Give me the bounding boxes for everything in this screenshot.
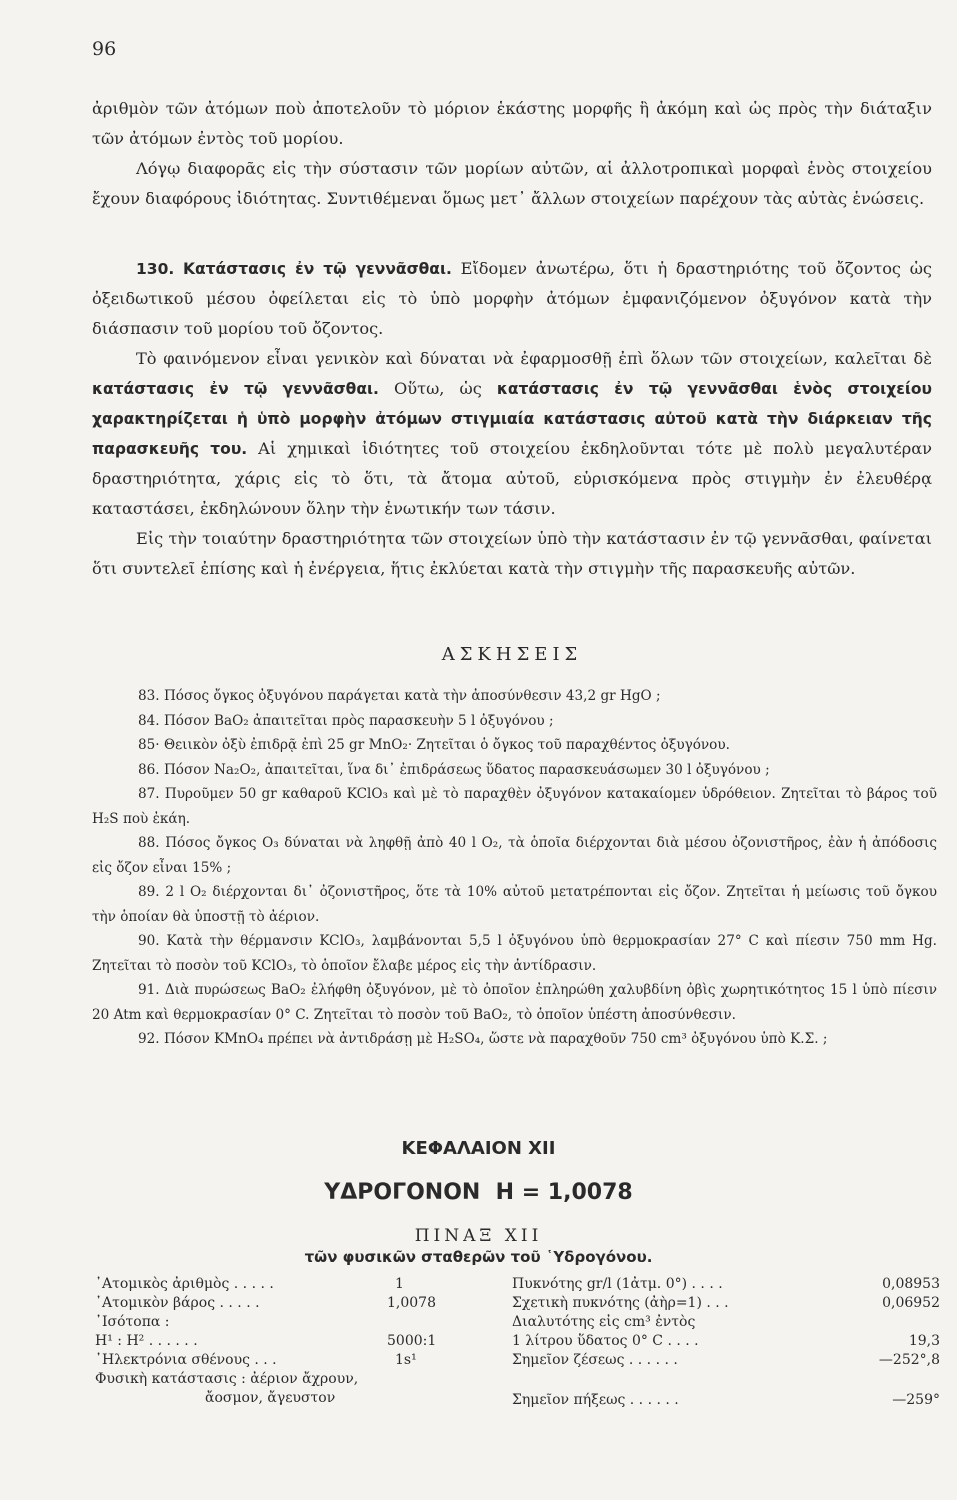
table-right-label: Σημεῖον πήξεως . . . . . . bbox=[512, 1392, 679, 1408]
table-left-value: 1 bbox=[395, 1276, 404, 1292]
exercises-heading: ΑΣΚΗΣΕΙΣ bbox=[441, 644, 583, 665]
table-left-value: 1s¹ bbox=[395, 1352, 417, 1368]
table-left-label: H¹ : H² . . . . . . bbox=[95, 1333, 198, 1349]
table-caption: τῶν φυσικῶν σταθερῶν τοῦ ῾Υδρογόνου. bbox=[304, 1248, 653, 1266]
exercise-item: 86. Πόσον Na₂O₂, ἀπαιτεῖται, ἵνα δι᾿ ἐπιδράσεως ὕδατος παρασκευάσωμεν 30 l ὀξυγόνου ; bbox=[138, 761, 770, 778]
exercise-item: 85· Θειικὸν ὀξὺ ἐπιδρᾷ ἐπὶ 25 gr MnO₂· Ζητεῖται ὁ ὄγκος τοῦ παραχθέντος ὀξυγόνου. bbox=[138, 737, 730, 753]
exercise-item: 83. Πόσος ὄγκος ὀξυγόνου παράγεται κατὰ τὴν ἀποσύνθεσιν 43,2 gr HgO ; bbox=[138, 688, 661, 704]
table-left-value: 1,0078 bbox=[387, 1295, 436, 1311]
exercise-item: 90. Κατὰ τὴν θέρμανσιν KClO₃, λαμβάνονται 5,5 l ὀξυγόνου ὑπὸ θερμοκρασίαν 27° C καὶ πίεσιν 750 mm Hg. Ζητεῖται τὸ ποσὸν τοῦ KClO₃, τὸ ὁποῖον ἔλαβε μέρος εἰς τὴν ἀντίδρασιν. bbox=[92, 933, 937, 974]
table-right-value: —252°,8 bbox=[878, 1352, 940, 1368]
intro-text bbox=[92, 94, 932, 214]
table-right-label: Σχετικὴ πυκνότης (ἀὴρ=1) . . . bbox=[512, 1295, 729, 1311]
section-130-paragraph-2 bbox=[92, 344, 932, 524]
table-right-value: 19,3 bbox=[908, 1333, 940, 1349]
paragraph-2-part-a: Τὸ φαινόμενον εἶναι γενικὸν καὶ δύναται νὰ ἐφαρμοσθῇ ἐπὶ ὅλων τῶν στοιχείων, καλεῖται δὲ bbox=[136, 349, 932, 368]
paragraph-2-part-e: Αἱ χημικαὶ ἰδιότητες τοῦ στοιχείου ἐκδηλοῦνται τότε μὲ πολὺ μεγαλυτέραν δραστηριότητα, χάρις εἰς τὸ ὅτι, τὰ ἄτομα αὐτοῦ, εὑρισκόμενα πρὸς στιγμὴν ἐν ἐλευθέρᾳ καταστάσει, ἐκδηλώνουν ὅλην τὴν ἑνωτικήν των τάσιν. bbox=[92, 439, 932, 518]
exercise-item: 91. Διὰ πυρώσεως BaO₂ ἐλήφθη ὀξυγόνον, μὲ τὸ ὁποῖον ἐπληρώθη χαλυβδίνη ὀβὶς χωρητικότητος 15 l ὑπὸ πίεσιν 20 Atm καὶ θερμοκρασίαν 0° C. Ζητεῖται τὸ ποσὸν τοῦ BaO₂, τὸ ὁποῖον ὑπέστη ἀποσύνθεσιν. bbox=[92, 982, 937, 1023]
section-130-number: 130. bbox=[136, 260, 175, 278]
exercise-item: 87. Πυροῦμεν 50 gr καθαροῦ KClO₃ καὶ μὲ τὸ παραχθὲν ὀξυγόνον κατακαίομεν ὑδρόθειον. Ζητεῖται τὸ βάρος τοῦ H₂S ποὺ ἐκάη. bbox=[92, 786, 937, 827]
page-number: 96 bbox=[92, 38, 117, 60]
paragraph-2-part-c: Οὕτω, ὡς bbox=[394, 379, 482, 398]
chapter-label: ΚΕΦΑΛΑΙΟΝ XII bbox=[401, 1138, 556, 1159]
table-right-label: Σημεῖον ζέσεως . . . . . . bbox=[512, 1352, 678, 1368]
table-left-value: 5000:1 bbox=[387, 1333, 437, 1349]
exercise-item: 84. Πόσον BaO₂ ἀπαιτεῖται πρὸς παρασκευὴν 5 l ὀξυγόνου ; bbox=[138, 712, 554, 729]
table-left-column bbox=[95, 1276, 475, 1426]
table-right-value: 0,08953 bbox=[882, 1276, 940, 1292]
table-left-label: Φυσικὴ κατάστασις : ἀέριον ἄχρουν, bbox=[95, 1371, 359, 1387]
table-right-label: Διαλυτότης εἰς cm³ ἐντὸς bbox=[512, 1314, 696, 1330]
exercise-item: 89. 2 l O₂ διέρχονται δι᾿ ὀζονιστῆρος, ὅτε τὰ 10% αὐτοῦ μετατρέπονται εἰς ὄζον. Ζητεῖται ἡ μείωσις τοῦ ὄγκου τὴν ὁποίαν θὰ ὑποστῇ τὸ ἀέριον. bbox=[92, 884, 937, 925]
table-right-value: 0,06952 bbox=[882, 1295, 940, 1311]
table-label: ΠΙΝΑΞ XII bbox=[414, 1226, 543, 1246]
table-left-label: ἄοσμον, ἄγευστον bbox=[205, 1390, 336, 1406]
section-130 bbox=[92, 254, 932, 584]
table-right-label: Πυκνότης gr/l (1ἀτμ. 0°) . . . . bbox=[512, 1276, 723, 1292]
intro-paragraph-1: ἀριθμὸν τῶν ἀτόμων ποὺ ἀποτελοῦν τὸ μόριον ἑκάστης μορφῆς ἢ ἀκόμη καὶ ὡς πρὸς τὴν διάταξιν τῶν ἀτόμων ἐντὸς τοῦ μορίου. bbox=[92, 99, 932, 148]
chapter-title: ΥΔΡΟΓΟΝΟΝ H = 1,0078 bbox=[324, 1180, 633, 1205]
table-right-label: 1 λίτρου ὕδατος 0° C . . . . bbox=[512, 1333, 699, 1349]
section-130-title: Κατάστασις ἐν τῷ γεννᾶσθαι. bbox=[183, 260, 452, 278]
exercise-item: 88. Πόσος ὄγκος O₃ δύναται νὰ ληφθῇ ἀπὸ 40 l O₂, τὰ ὁποῖα διέρχονται διὰ μέσου ὀζονιστῆρος, ἐὰν ἡ ἀπόδοσις εἰς ὄζον εἶναι 15% ; bbox=[92, 835, 937, 876]
intro-paragraph-2: Λόγῳ διαφορᾶς εἰς τὴν σύστασιν τῶν μορίων αὐτῶν, αἱ ἀλλοτροπικαὶ μορφαὶ ἑνὸς στοιχείου ἔχουν διαφόρους ἰδιότητας. Συντιθέμεναι ὅμως μετ᾿ ἄλλων στοιχείων παρέχουν τὰς αὐτὰς ἑνώσεις. bbox=[92, 159, 932, 208]
paragraph-2-bold-term: κατάστασις ἐν τῷ γεννᾶσθαι. bbox=[92, 380, 379, 398]
table-left-label: ᾿Ισότοπα : bbox=[95, 1314, 170, 1330]
table-right-column bbox=[512, 1276, 940, 1426]
section-130-paragraph-1 bbox=[92, 254, 932, 344]
paragraph-2-definition: κατάστασις ἐν τῷ γεννᾶσθαι ἑνὸς στοιχείου χαρακτηρίζεται ἡ ὑπὸ μορφὴν ἀτόμων στιγμιαία κατάστασις αὐτοῦ κατὰ τὴν διάρκειαν τῆς παρασκευῆς του. bbox=[92, 380, 932, 458]
table-left-label: ᾿Ατομικὸς ἀριθμὸς . . . . . bbox=[95, 1276, 274, 1292]
section-130-text-1: Εἴδομεν ἀνωτέρω, ὅτι ἡ δραστηριότης τοῦ ὄζοντος ὡς ὀξειδωτικοῦ μέσου ὀφείλεται εἰς τὸ ὑπὸ μορφὴν ἀτόμων ἐμφανιζόμενον ὀξυγόνον κατὰ τὴν διάσπασιν τοῦ μορίου τοῦ ὄζοντος. bbox=[92, 259, 933, 338]
exercise-item: 92. Πόσον KMnO₄ πρέπει νὰ ἀντιδράσῃ μὲ H₂SO₄, ὥστε νὰ παραχθοῦν 750 cm³ ὀξυγόνου ὑπὸ Κ.Σ. ; bbox=[138, 1031, 828, 1047]
section-130-paragraph-3: Εἰς τὴν τοιαύτην δραστηριότητα τῶν στοιχείων ὑπὸ τὴν κατάστασιν ἐν τῷ γεννᾶσθαι, φαίνεται ὅτι συντελεῖ ἐπίσης καὶ ἡ ἐνέργεια, ἥτις ἐκλύεται κατὰ τὴν στιγμὴν τῆς παρασκευῆς αὐτῶν. bbox=[92, 529, 932, 578]
table-right-value: —259° bbox=[892, 1392, 940, 1408]
table-left-label: ᾿Ηλεκτρόνια σθένους . . . bbox=[95, 1352, 277, 1368]
table-left-label: ᾿Ατομικὸν βάρος . . . . . bbox=[95, 1295, 260, 1311]
exercises-list bbox=[92, 684, 937, 1052]
